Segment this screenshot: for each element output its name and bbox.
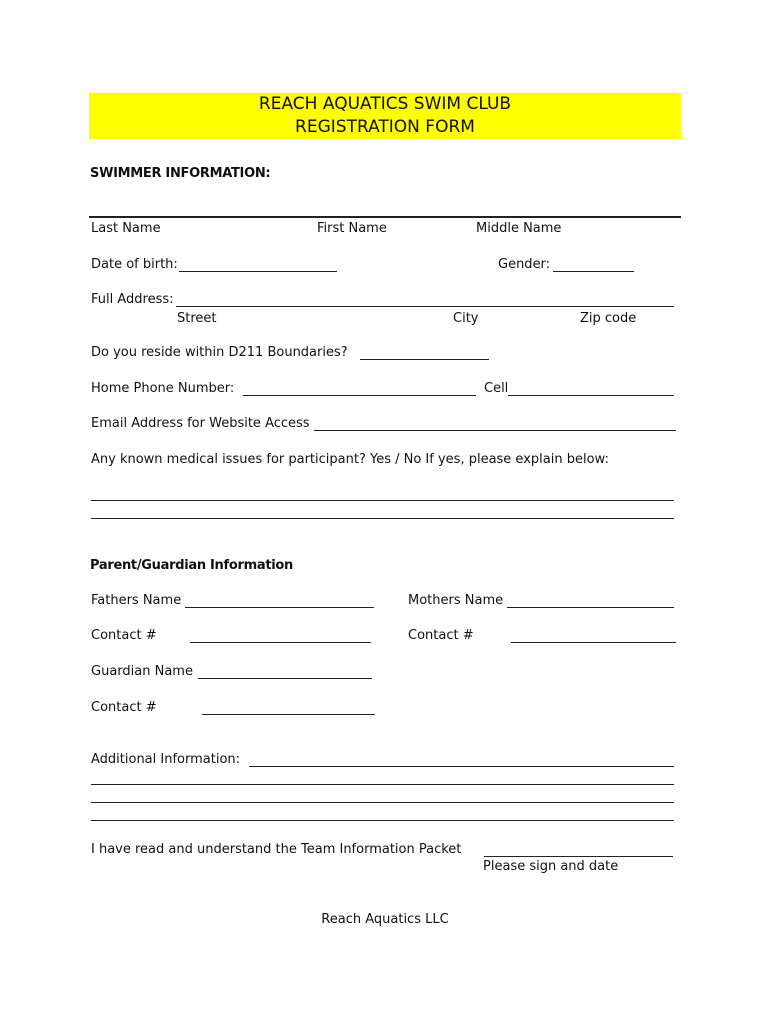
guardian-contact-label: Contact #	[91, 700, 157, 715]
medical-explain-line-2[interactable]	[91, 518, 674, 519]
mothers-name-label: Mothers Name	[408, 593, 504, 608]
d211-question: Do you reside within D211 Boundaries?	[91, 345, 348, 360]
first-name-label: First Name	[317, 221, 387, 236]
additional-info-label: Additional Information:	[91, 752, 241, 767]
address-label: Full Address:	[91, 292, 174, 307]
city-label: City	[453, 311, 479, 326]
mothers-name-field[interactable]	[507, 607, 674, 608]
form-title-line-1: REACH AQUATICS SWIM CLUB	[258, 94, 512, 114]
additional-info-line-1[interactable]	[249, 766, 674, 767]
footer-company: Reach Aquatics LLC	[321, 912, 449, 927]
gender-label: Gender:	[498, 257, 551, 272]
guardian-name-label: Guardian Name	[91, 664, 193, 679]
acknowledgement-statement: I have read and understand the Team Information Packet	[91, 842, 462, 857]
fathers-name-field[interactable]	[185, 607, 374, 608]
d211-field[interactable]	[360, 359, 489, 360]
additional-info-line-3[interactable]	[91, 802, 674, 803]
gender-field[interactable]	[553, 271, 634, 272]
additional-info-line-2[interactable]	[91, 784, 674, 785]
fathers-name-label: Fathers Name	[91, 593, 182, 608]
additional-info-line-4[interactable]	[91, 820, 674, 821]
father-contact-label: Contact #	[91, 628, 157, 643]
sign-date-label: Please sign and date	[483, 859, 619, 874]
dob-field[interactable]	[179, 271, 337, 272]
guardian-contact-field[interactable]	[202, 714, 375, 715]
guardian-name-field[interactable]	[198, 678, 372, 679]
cell-field[interactable]	[508, 395, 674, 396]
address-field[interactable]	[176, 306, 674, 307]
mother-contact-label: Contact #	[408, 628, 474, 643]
medical-explain-line-1[interactable]	[91, 500, 674, 501]
father-contact-field[interactable]	[190, 642, 371, 643]
home-phone-field[interactable]	[243, 395, 476, 396]
swimmer-section-heading: SWIMMER INFORMATION:	[90, 166, 271, 181]
medical-question: Any known medical issues for participant? Yes / No If yes, please explain below:	[91, 452, 609, 467]
form-title-banner	[89, 93, 681, 139]
signature-field[interactable]	[484, 856, 673, 857]
form-title-line-2: REGISTRATION FORM	[295, 117, 475, 137]
cell-label: Cell	[484, 381, 509, 396]
dob-label: Date of birth:	[91, 257, 178, 272]
last-name-label: Last Name	[91, 221, 161, 236]
street-label: Street	[177, 311, 217, 326]
zip-label: Zip code	[580, 311, 637, 326]
home-phone-label: Home Phone Number:	[91, 381, 235, 396]
mother-contact-field[interactable]	[511, 642, 676, 643]
name-signature-line[interactable]	[89, 216, 681, 218]
middle-name-label: Middle Name	[476, 221, 562, 236]
parent-section-heading: Parent/Guardian Information	[90, 558, 293, 573]
email-label: Email Address for Website Access	[91, 416, 310, 431]
email-field[interactable]	[314, 430, 676, 431]
